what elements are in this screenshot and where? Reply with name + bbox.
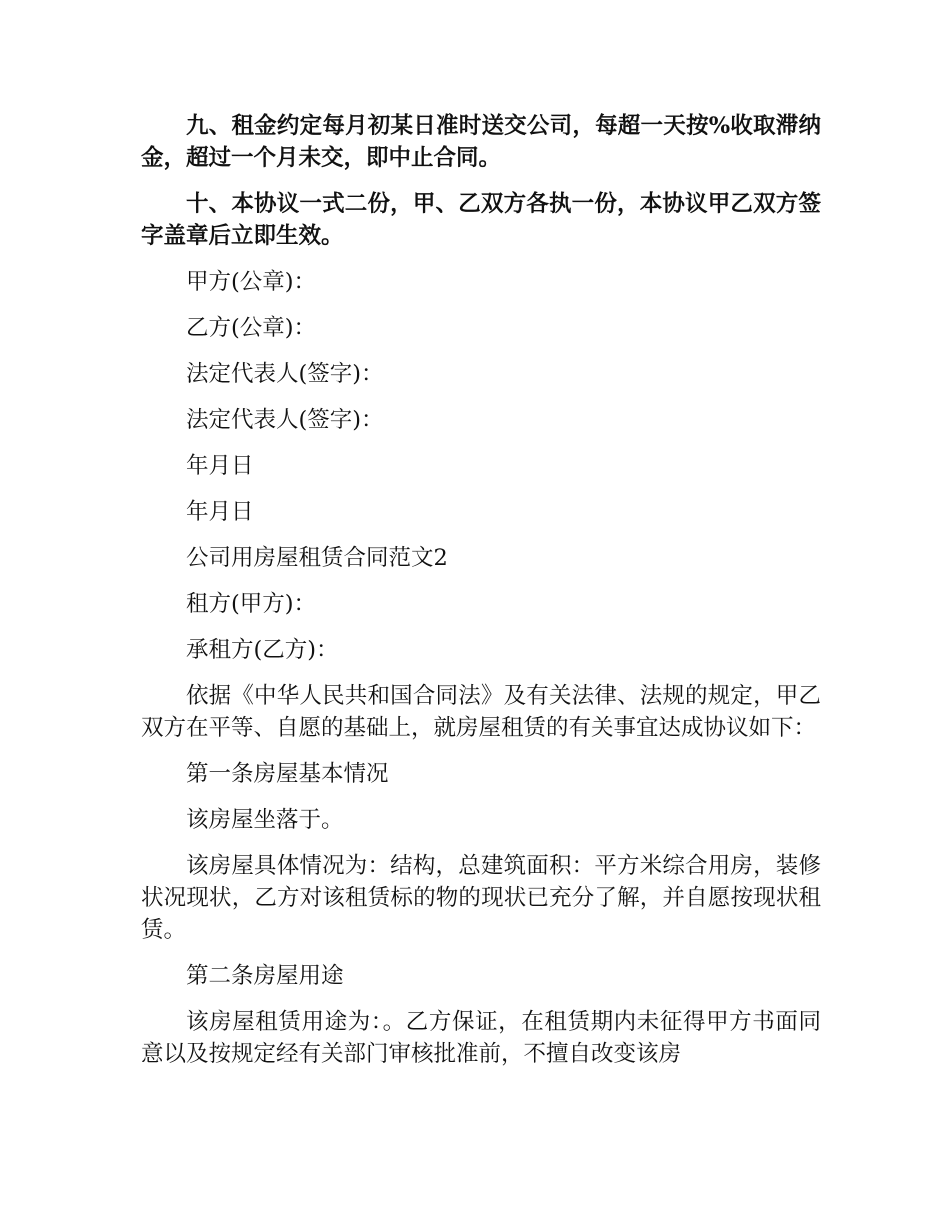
date-line-a: 年月日: [186, 453, 254, 479]
legal-rep-signature-line-b: 法定代表人(签字)：: [186, 407, 384, 433]
clause-nine-rent-payment: 九、租金约定每月初某日准时送交公司，每超一天按%收取滞纳金，超过一个月未交，即中止合同。: [141, 113, 821, 171]
article-one-heading: 第一条房屋基本情况: [186, 761, 389, 787]
contract-title-2: 公司用房屋租赁合同范文2: [186, 545, 448, 571]
lessor-line: 租方(甲方)：: [186, 591, 317, 617]
house-usage-paragraph: 该房屋租赁用途为：。乙方保证，在租赁期内未征得甲方书面同意以及按规定经有关部门审核批准前，不擅自改变该房: [141, 1009, 821, 1067]
document-body: [141, 110, 821, 1084]
lessee-line: 承租方(乙方)：: [186, 637, 339, 663]
house-location-paragraph: 该房屋坐落于。: [186, 807, 344, 833]
preamble-paragraph: 依据《中华人民共和国合同法》及有关法律、法规的规定，甲乙双方在平等、自愿的基础上，就房屋租赁的有关事宜达成协议如下：: [141, 683, 821, 741]
party-a-seal-line: 甲方(公章)：: [186, 269, 317, 295]
party-b-seal-line: 乙方(公章)：: [186, 315, 317, 341]
legal-rep-signature-line-a: 法定代表人(签字)：: [186, 361, 384, 387]
clause-ten-copies-effect: 十、本协议一式二份，甲、乙双方各执一份，本协议甲乙双方签字盖章后立即生效。: [141, 191, 821, 249]
article-two-heading: 第二条房屋用途: [186, 963, 344, 989]
house-details-paragraph: 该房屋具体情况为：结构，总建筑面积：平方米综合用房，装修状况现状，乙方对该租赁标的物的现状已充分了解，并自愿按现状租赁。: [141, 853, 821, 943]
date-line-b: 年月日: [186, 499, 254, 525]
